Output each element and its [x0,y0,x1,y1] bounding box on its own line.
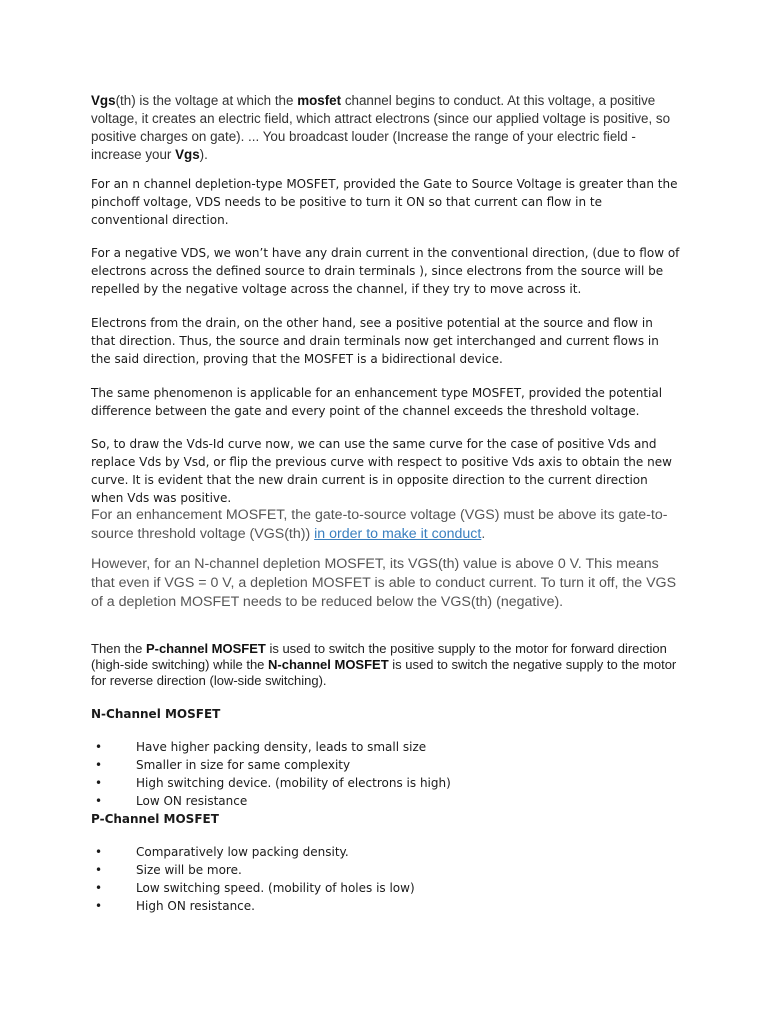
bullet-icon: • [95,899,103,913]
bold-vgs: Vgs [175,147,200,162]
n-channel-list [91,738,681,810]
text-span: Have higher packing density, leads to small size [136,740,427,754]
list-item [91,738,681,756]
text-span: is used to switch the negative supply to the motor for reverse direction (low-side switching). [91,657,677,688]
n-channel-heading: N-Channel MOSFET [91,707,221,721]
text-span: High ON resistance. [136,899,255,913]
bold-vgs: Vgs [91,93,116,108]
bullet-icon: • [95,776,103,790]
text-span: For an enhancement MOSFET, the gate-to-source voltage (VGS) must be above its gate-to-source threshold voltage (VGS(th)) [91,507,668,542]
list-item [91,897,681,915]
p-channel-heading: P-Channel MOSFET [91,812,219,826]
paragraph-motor-switching [91,641,681,689]
list-item [91,774,681,792]
bold-p-channel: P-channel MOSFET [145,641,266,656]
conduct-link[interactable]: in order to make it conduct [314,526,482,542]
text-span: High switching device. (mobility of electrons is high) [136,776,451,790]
text-span: Then the [91,641,146,656]
bullet-icon: • [95,863,103,877]
p-channel-list [91,843,681,915]
list-item [91,756,681,774]
bullet-icon: • [95,758,103,772]
bullet-icon: • [95,881,103,895]
text-span: Comparatively low packing density. [136,845,349,859]
bullet-icon: • [95,845,103,859]
text-span: (th) is the voltage at which the [115,93,298,108]
paragraph-depletion-vgs-th: However, for an N-channel depletion MOSFET, its VGS(th) value is above 0 V. This means that even if VGS = 0 V, a depletion MOSFET is able to conduct current. To turn it off, the VGS of a depletion MOSFET needs to be reduced below the VGS(th) (negative). [91,556,677,610]
paragraph-drain-electrons: Electrons from the drain, on the other hand, see a positive potential at the source and flow in that direction. Thus, the source and drain terminals now get interchanged and current flows in the said direction, proving that the MOSFET is a bidirectional device. [91,316,659,366]
paragraph-enhancement-phenomenon: The same phenomenon is applicable for an enhancement type MOSFET, provided the potential difference between the gate and every point of the channel exceeds the threshold voltage. [91,386,663,418]
bullet-icon: • [95,794,103,808]
text-span: Smaller in size for same complexity [136,758,351,772]
list-item [91,792,681,810]
bold-mosfet: mosfet [297,93,342,108]
text-span: channel begins to conduct. At this voltage, a positive voltage, it creates an electric field, which attract electrons (since our applied voltage is positive, so positive charges on gate). ... You broadcast louder (Increase the range of your electric field - increase your [91,93,671,162]
text-span: ). [199,147,208,162]
list-item [91,843,681,861]
list-item [91,879,681,897]
text-span: Low ON resistance [136,794,248,808]
text-span: Low switching speed. (mobility of holes is low) [136,881,415,895]
text-span: Size will be more. [136,863,242,877]
paragraph-vgs-threshold [91,92,681,164]
bullet-icon: • [95,740,103,754]
paragraph-enhancement-vgs [91,506,681,544]
text-span: . [481,526,486,542]
paragraph-negative-vds: For a negative VDS, we won’t have any drain current in the conventional direction, (due to flow of electrons across the defined source to drain terminals ), since electrons from the source will be repelled by the negative voltage across the channel, if they try to move across it. [91,246,680,296]
bold-n-channel: N-channel MOSFET [268,657,389,672]
paragraph-depletion-vds: For an n channel depletion-type MOSFET, provided the Gate to Source Voltage is greater than the pinchoff voltage, VDS needs to be positive to turn it ON so that current can flow in te conventional direction. [91,177,678,227]
paragraph-vds-id-curve: So, to draw the Vds-Id curve now, we can use the same curve for the case of positive Vds and replace Vds by Vsd, or flip the previous curve with respect to positive Vds axis to obtain the new curve. It is evident that the new drain current is in opposite direction to the current direction when Vds was positive. [91,437,672,505]
list-item [91,861,681,879]
text-span: is used to switch the positive supply to the motor for forward direction (high-side switching) while the [91,641,667,672]
